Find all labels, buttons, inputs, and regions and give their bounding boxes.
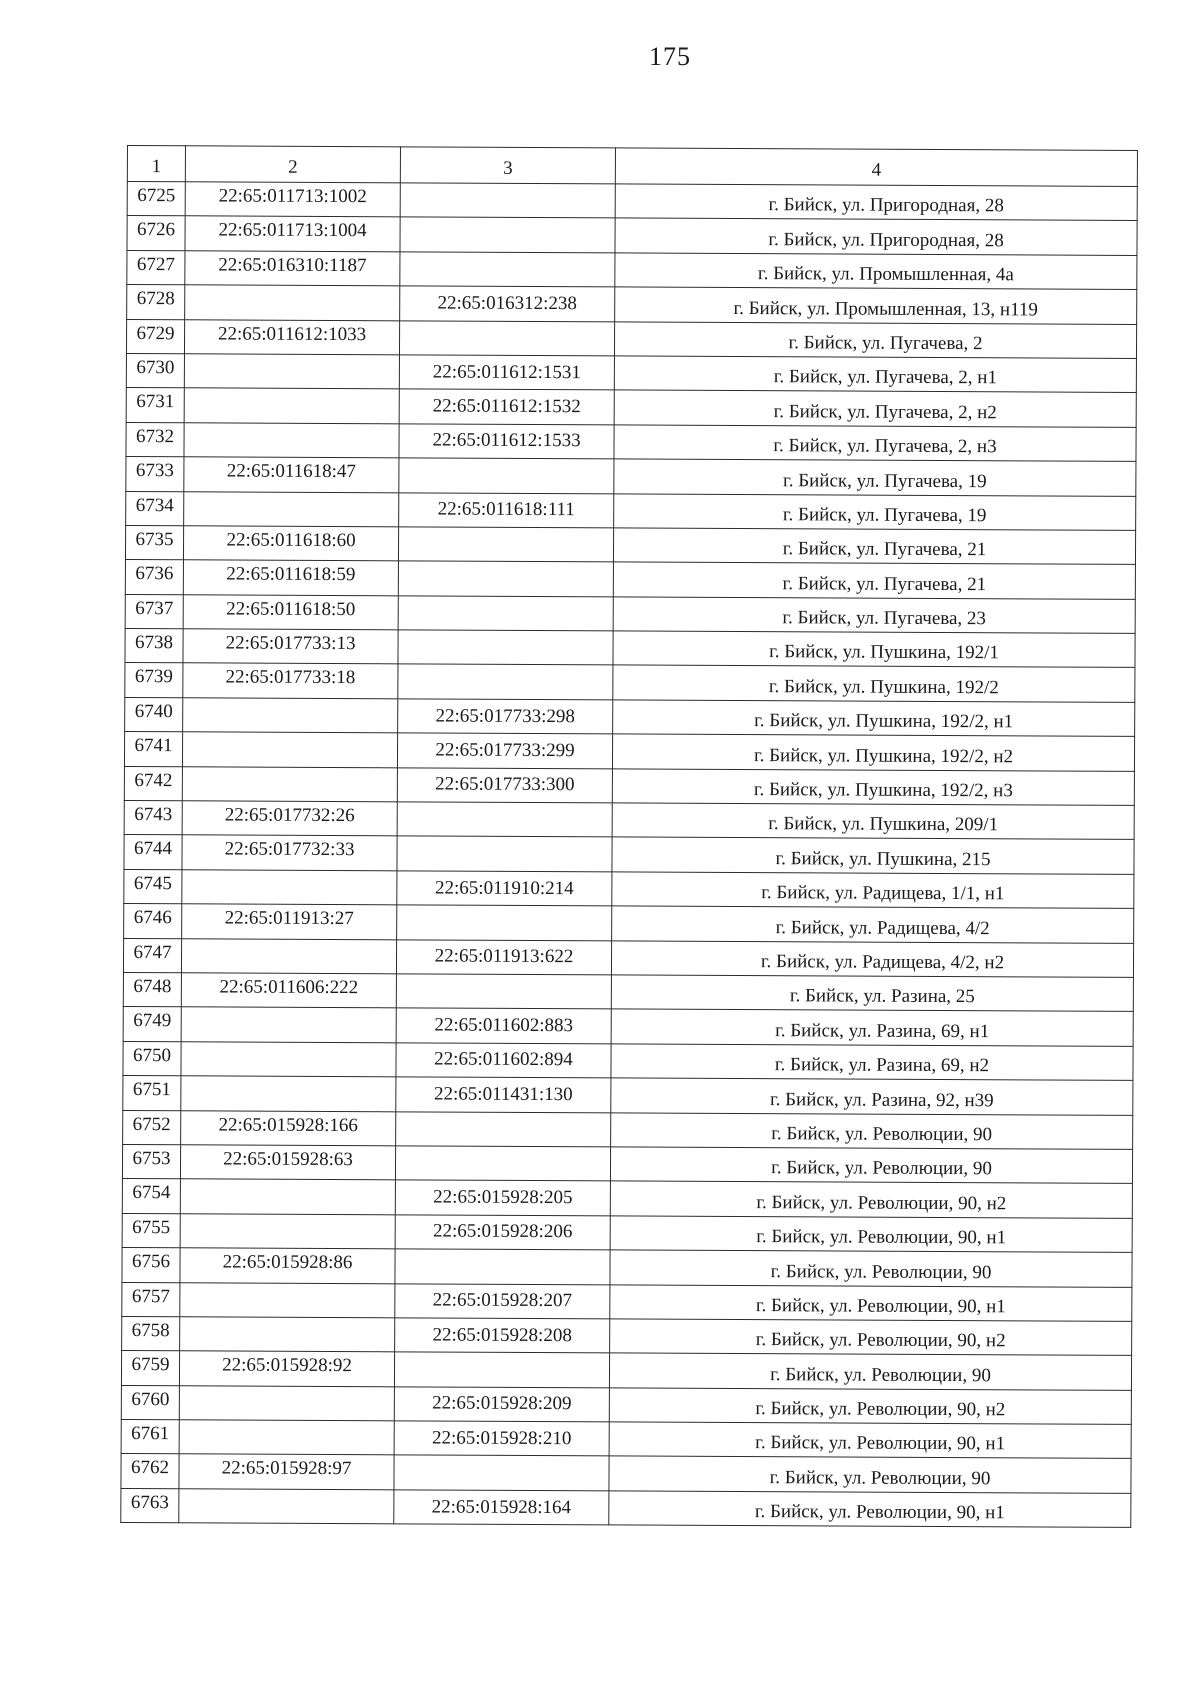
address-cell xyxy=(613,700,1135,737)
cadastral-number-building-cell xyxy=(398,561,613,596)
table-row xyxy=(122,1316,1132,1355)
table-row xyxy=(125,697,1135,736)
table-row xyxy=(123,1076,1133,1115)
cadastral-number-land-cell: 22:65:011713:1002 xyxy=(185,182,400,217)
address-text: г. Бийск, ул. Революции, 90, н1 xyxy=(755,1432,1006,1455)
address-text: г. Бийск, ул. Промышленная, 13, н119 xyxy=(733,297,1038,321)
table-row xyxy=(124,732,1134,771)
table-row xyxy=(121,1420,1131,1459)
address-cell xyxy=(612,872,1134,909)
address-cell xyxy=(612,906,1134,943)
address-text: г. Бийск, ул. Пушкина, 192/1 xyxy=(769,641,999,664)
table-row xyxy=(122,1144,1132,1183)
table-row xyxy=(126,422,1136,461)
cadastral-number-land-cell xyxy=(179,1420,394,1455)
address-text: г. Бийск, ул. Революции, 90 xyxy=(770,1260,992,1283)
table-row xyxy=(126,388,1136,427)
address-text: г. Бийск, ул. Революции, 90, н1 xyxy=(756,1226,1007,1249)
cadastral-number-land-cell xyxy=(184,423,399,458)
cadastral-number-building-cell xyxy=(398,664,613,699)
address-text: г. Бийск, ул. Революции, 90 xyxy=(771,1123,993,1146)
address-text: г. Бийск, ул. Пригородная, 28 xyxy=(768,228,1004,252)
table-row xyxy=(121,1454,1131,1493)
address-cell xyxy=(610,1181,1132,1218)
cadastral-number-land-cell: 22:65:011606:222 xyxy=(181,973,396,1008)
row-number-cell: 6761 xyxy=(121,1420,179,1455)
table-row xyxy=(123,1007,1133,1046)
cadastral-number-building-cell: 22:65:015928:164 xyxy=(394,1490,609,1525)
table-row xyxy=(127,216,1137,255)
address-text: г. Бийск, ул. Пригородная, 28 xyxy=(768,194,1004,217)
table-row xyxy=(126,491,1136,530)
row-number-cell: 6742 xyxy=(124,766,182,801)
row-number-cell: 6755 xyxy=(122,1213,180,1248)
cadastral-number-land-cell xyxy=(181,1076,396,1111)
row-number-cell: 6730 xyxy=(126,353,184,388)
address-cell xyxy=(615,184,1137,221)
address-cell xyxy=(614,425,1136,462)
address-cell xyxy=(615,287,1137,324)
address-text: г. Бийск, ул. Революции, 90, н1 xyxy=(754,1501,1005,1524)
address-cell xyxy=(611,1112,1133,1149)
address-text: г. Бийск, ул. Пугачева, 19 xyxy=(783,469,987,492)
cadastral-number-building-cell: 22:65:011913:622 xyxy=(396,939,611,974)
row-number-cell: 6733 xyxy=(126,457,184,492)
row-number-cell: 6740 xyxy=(125,697,183,732)
address-text: г. Бийск, ул. Революции, 90, н1 xyxy=(755,1294,1006,1318)
address-text: г. Бийск, ул. Пугачева, 19 xyxy=(782,504,987,527)
address-cell xyxy=(611,940,1133,977)
cadastral-number-building-cell xyxy=(399,458,614,493)
address-text: г. Бийск, ул. Пугачева, 21 xyxy=(782,538,987,561)
table-header xyxy=(127,146,1137,187)
table-row xyxy=(122,1248,1132,1287)
cadastral-number-land-cell xyxy=(179,1385,394,1420)
table-row xyxy=(127,182,1137,221)
address-cell xyxy=(609,1353,1131,1390)
address-text: г. Бийск, ул. Пушкина, 192/2, н2 xyxy=(753,744,1014,767)
cadastral-number-building-cell: 22:65:015928:210 xyxy=(394,1421,609,1456)
cadastral-number-land-cell: 22:65:015928:63 xyxy=(180,1145,395,1180)
address-cell xyxy=(613,528,1135,565)
address-text: г. Бийск, ул. Пушкина, 192/2, н3 xyxy=(753,779,1013,802)
row-number-cell: 6752 xyxy=(123,1110,181,1145)
cadastral-number-building-cell: 22:65:015928:205 xyxy=(395,1180,610,1215)
address-text: г. Бийск, ул. Радищева, 1/1, н1 xyxy=(761,882,1005,905)
address-cell xyxy=(613,597,1135,634)
column-header-4: 4 xyxy=(615,148,1137,187)
cadastral-number-building-cell: 22:65:015928:206 xyxy=(395,1215,610,1250)
table-row xyxy=(125,629,1135,668)
cadastral-number-land-cell: 22:65:011618:47 xyxy=(184,457,399,492)
table-row xyxy=(125,594,1135,633)
row-number-cell: 6729 xyxy=(126,319,184,354)
cadastral-number-building-cell: 22:65:016312:238 xyxy=(400,286,615,321)
row-number-cell: 6725 xyxy=(127,182,185,217)
row-number-cell: 6745 xyxy=(124,869,182,904)
column-header-3: 3 xyxy=(400,147,615,184)
row-number-cell: 6747 xyxy=(123,938,181,973)
row-number-cell: 6728 xyxy=(127,285,185,320)
address-text: г. Бийск, ул. Пугачева, 2, н3 xyxy=(773,435,997,458)
table-row xyxy=(127,285,1137,324)
cadastral-number-building-cell: 22:65:011910:214 xyxy=(397,871,612,906)
table-body xyxy=(121,182,1138,1528)
address-cell xyxy=(610,1250,1132,1287)
address-text: г. Бийск, ул. Пугачева, 23 xyxy=(782,607,987,630)
cadastral-number-building-cell: 22:65:017733:300 xyxy=(397,767,612,802)
cadastral-number-land-cell: 22:65:015928:92 xyxy=(179,1351,394,1386)
address-cell xyxy=(612,769,1134,806)
cadastral-number-land-cell: 22:65:015928:97 xyxy=(179,1454,394,1489)
address-text: г. Бийск, ул. Разина, 92, н39 xyxy=(769,1088,994,1111)
address-cell xyxy=(611,1009,1133,1046)
cadastral-number-land-cell: 22:65:011913:27 xyxy=(182,904,397,939)
address-text: г. Бийск, ул. Пушкина, 215 xyxy=(775,847,991,871)
address-cell xyxy=(609,1388,1131,1425)
cadastral-number-building-cell xyxy=(398,630,613,665)
address-cell xyxy=(610,1147,1132,1184)
address-text: г. Бийск, ул. Пушкина, 192/2, н1 xyxy=(754,710,1014,733)
cadastral-number-land-cell: 22:65:011713:1004 xyxy=(185,216,400,251)
address-cell xyxy=(610,1319,1132,1356)
cadastral-number-land-cell: 22:65:017732:33 xyxy=(182,835,397,870)
row-number-cell: 6763 xyxy=(121,1488,179,1523)
table-row xyxy=(123,938,1133,977)
cadastral-number-building-cell xyxy=(394,1455,609,1490)
cadastral-number-building-cell: 22:65:011431:130 xyxy=(396,1077,611,1112)
row-number-cell: 6756 xyxy=(122,1248,180,1283)
address-cell xyxy=(613,665,1135,702)
cadastral-number-building-cell xyxy=(400,252,615,287)
address-text: г. Бийск, ул. Пушкина, 192/2 xyxy=(768,676,999,699)
cadastral-number-building-cell: 22:65:011612:1531 xyxy=(399,355,614,390)
table-row xyxy=(121,1385,1131,1424)
cadastral-number-land-cell: 22:65:011618:59 xyxy=(183,560,398,595)
address-text: г. Бийск, ул. Разина, 69, н2 xyxy=(774,1054,990,1077)
cadastral-number-land-cell: 22:65:011612:1033 xyxy=(184,319,399,354)
address-text: г. Бийск, ул. Пугачева, 2, н2 xyxy=(773,400,997,423)
row-number-cell: 6735 xyxy=(125,525,183,560)
row-number-cell: 6736 xyxy=(125,560,183,595)
cadastral-number-building-cell xyxy=(398,596,613,631)
address-cell xyxy=(610,1216,1132,1253)
address-text: г. Бийск, ул. Революции, 90, н2 xyxy=(755,1329,1006,1352)
cadastral-number-building-cell xyxy=(400,183,615,218)
table-row xyxy=(121,1488,1131,1527)
row-number-cell: 6751 xyxy=(123,1076,181,1111)
cadastral-number-building-cell xyxy=(394,1352,609,1387)
row-number-cell: 6739 xyxy=(125,663,183,698)
cadastral-number-land-cell: 22:65:017733:13 xyxy=(183,629,398,664)
cadastral-number-land-cell xyxy=(180,1213,395,1248)
table-row xyxy=(125,560,1135,599)
row-number-cell: 6732 xyxy=(126,422,184,457)
row-number-cell: 6762 xyxy=(121,1454,179,1489)
cadastral-number-building-cell xyxy=(397,802,612,837)
table-row xyxy=(125,525,1135,564)
cadastral-number-land-cell xyxy=(183,698,398,733)
address-cell xyxy=(611,975,1133,1012)
cadastral-number-land-cell: 22:65:017732:26 xyxy=(182,801,397,836)
table-row xyxy=(126,457,1136,496)
table-row xyxy=(121,1351,1131,1390)
row-number-cell: 6757 xyxy=(122,1282,180,1317)
row-number-cell: 6734 xyxy=(126,491,184,526)
cadastral-number-land-cell xyxy=(184,388,399,423)
cadastral-number-building-cell xyxy=(397,836,612,871)
table-row xyxy=(124,766,1134,805)
table-row xyxy=(124,801,1134,840)
cadastral-number-land-cell xyxy=(180,1317,395,1352)
cadastral-number-land-cell: 22:65:017733:18 xyxy=(183,663,398,698)
row-number-cell: 6731 xyxy=(126,388,184,423)
table-row xyxy=(125,663,1135,702)
table-row xyxy=(122,1282,1132,1321)
address-text: г. Бийск, ул. Радищева, 4/2, н2 xyxy=(760,951,1005,974)
address-cell xyxy=(610,1284,1132,1321)
address-cell xyxy=(611,1078,1133,1115)
address-cell xyxy=(614,390,1136,427)
cadastral-number-land-cell xyxy=(181,1007,396,1042)
address-cell xyxy=(614,321,1136,358)
cadastral-number-building-cell: 22:65:011602:883 xyxy=(396,1008,611,1043)
cadastral-number-building-cell: 22:65:017733:298 xyxy=(398,699,613,734)
address-cell xyxy=(612,837,1134,874)
table-row xyxy=(123,1110,1133,1149)
cadastral-number-land-cell xyxy=(182,870,397,905)
row-number-cell: 6759 xyxy=(121,1351,179,1386)
row-number-cell: 6737 xyxy=(125,594,183,629)
table-row xyxy=(122,1213,1132,1252)
cadastral-number-building-cell: 22:65:017733:299 xyxy=(397,733,612,768)
cadastral-number-building-cell: 22:65:011618:111 xyxy=(399,492,614,527)
table-row xyxy=(126,319,1136,358)
address-text: г. Бийск, ул. Революции, 90, н2 xyxy=(755,1398,1006,1421)
address-cell xyxy=(615,218,1137,255)
cadastral-number-land-cell xyxy=(179,1489,394,1524)
row-number-cell: 6738 xyxy=(125,629,183,664)
cadastral-number-land-cell xyxy=(182,766,397,801)
cadastral-number-land-cell: 22:65:015928:86 xyxy=(180,1248,395,1283)
row-number-cell: 6746 xyxy=(124,904,182,939)
cadastral-number-building-cell: 22:65:015928:207 xyxy=(395,1283,610,1318)
cadastral-number-land-cell: 22:65:015928:166 xyxy=(181,1110,396,1145)
cadastral-number-building-cell xyxy=(400,217,615,252)
table-row xyxy=(122,1179,1132,1218)
cadastral-number-land-cell: 22:65:011618:50 xyxy=(183,594,398,629)
address-cell xyxy=(615,253,1137,290)
cadastral-number-building-cell xyxy=(396,1111,611,1146)
address-cell xyxy=(614,459,1136,496)
address-cell xyxy=(609,1422,1131,1459)
cadastral-number-land-cell xyxy=(185,285,400,320)
address-text: г. Бийск, ул. Пугачева, 2, н1 xyxy=(773,366,998,389)
cadastral-number-land-cell xyxy=(181,1042,396,1077)
cadastral-number-land-cell: 22:65:011618:60 xyxy=(183,526,398,561)
cadastral-number-building-cell xyxy=(395,1146,610,1181)
address-text: г. Бийск, ул. Радищева, 4/2 xyxy=(775,916,990,939)
cadastral-number-building-cell: 22:65:015928:209 xyxy=(394,1386,609,1421)
page-number: 175 xyxy=(649,42,691,71)
address-cell xyxy=(612,734,1134,771)
cadastral-number-land-cell xyxy=(184,354,399,389)
table-row xyxy=(123,972,1133,1011)
cadastral-number-building-cell xyxy=(398,527,613,562)
table-row xyxy=(124,904,1134,943)
address-text: г. Бийск, ул. Революции, 90 xyxy=(770,1363,991,1386)
column-header-1: 1 xyxy=(127,146,185,182)
cadastral-number-land-cell xyxy=(180,1282,395,1317)
cadastral-number-land-cell xyxy=(181,938,396,973)
address-cell xyxy=(614,493,1136,530)
property-table xyxy=(120,145,1138,1528)
cadastral-number-land-cell xyxy=(184,491,399,526)
address-cell xyxy=(613,631,1135,668)
table-row xyxy=(124,869,1134,908)
row-number-cell: 6758 xyxy=(122,1316,180,1351)
row-number-cell: 6749 xyxy=(123,1007,181,1042)
row-number-cell: 6741 xyxy=(124,732,182,767)
cadastral-number-building-cell xyxy=(396,974,611,1009)
address-text: г. Бийск, ул. Разина, 69, н1 xyxy=(775,1019,990,1042)
cadastral-number-building-cell xyxy=(395,1249,610,1284)
cadastral-number-land-cell xyxy=(180,1179,395,1214)
address-text: г. Бийск, ул. Пугачева, 2 xyxy=(788,332,983,355)
table-row xyxy=(123,1041,1133,1080)
address-text: г. Бийск, ул. Разина, 25 xyxy=(789,985,975,1008)
cadastral-number-building-cell: 22:65:015928:208 xyxy=(395,1318,610,1353)
row-number-cell: 6750 xyxy=(123,1041,181,1076)
table-row xyxy=(126,353,1136,392)
address-text: г. Бийск, ул. Пугачева, 21 xyxy=(782,572,987,595)
header-row xyxy=(127,146,1137,187)
address-text: г. Бийск, ул. Пушкина, 209/1 xyxy=(768,813,999,836)
address-text: г. Бийск, ул. Революции, 90, н2 xyxy=(756,1191,1007,1215)
address-cell xyxy=(614,356,1136,393)
column-header-2: 2 xyxy=(185,146,400,183)
cadastral-number-building-cell xyxy=(397,905,612,940)
row-number-cell: 6748 xyxy=(123,972,181,1007)
address-cell xyxy=(611,1044,1133,1081)
row-number-cell: 6726 xyxy=(127,216,185,251)
row-number-cell: 6727 xyxy=(127,250,185,285)
table-row xyxy=(124,835,1134,874)
table-row xyxy=(127,250,1137,289)
cadastral-number-building-cell: 22:65:011612:1532 xyxy=(399,389,614,424)
cadastral-number-building-cell xyxy=(399,320,614,355)
cadastral-number-land-cell xyxy=(182,732,397,767)
cadastral-number-land-cell: 22:65:016310:1187 xyxy=(185,251,400,286)
cadastral-number-building-cell: 22:65:011612:1533 xyxy=(399,424,614,459)
row-number-cell: 6743 xyxy=(124,801,182,836)
address-cell xyxy=(609,1491,1131,1528)
address-cell xyxy=(612,803,1134,840)
row-number-cell: 6754 xyxy=(122,1179,180,1214)
cadastral-number-building-cell: 22:65:011602:894 xyxy=(396,1043,611,1078)
row-number-cell: 6744 xyxy=(124,835,182,870)
address-text: г. Бийск, ул. Промышленная, 4а xyxy=(757,263,1014,286)
address-text: г. Бийск, ул. Революции, 90 xyxy=(769,1467,991,1490)
row-number-cell: 6753 xyxy=(122,1144,180,1179)
address-text: г. Бийск, ул. Революции, 90 xyxy=(771,1157,992,1180)
address-cell xyxy=(609,1456,1131,1493)
row-number-cell: 6760 xyxy=(121,1385,179,1420)
address-cell xyxy=(613,562,1135,599)
